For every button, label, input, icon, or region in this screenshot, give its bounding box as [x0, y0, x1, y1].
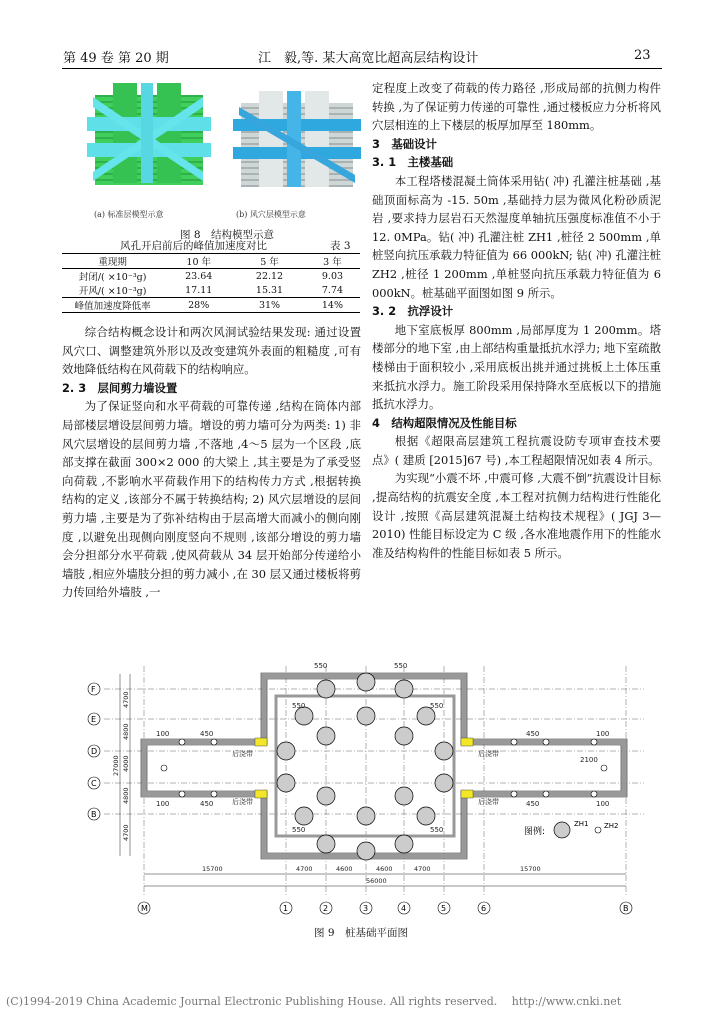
paragraph-performance: 为实现“小震不坏 ,中震可修 ,大震不倒”抗震设计目标 ,提高结构的抗震安全度 ,本工程对抗侧力结构进行性能化设计 ,按照《高层建筑混凝土结构技术规程》( JGJ 3—2010) 性能目标设定为 C 级 ,各水准地震作用下的性能水准及结构构件的性能目标如表 5 所示。 [372, 471, 661, 560]
figure8-sub-b: (b) 风穴层模型示意 [236, 210, 306, 219]
left-column [62, 323, 361, 602]
table3-cell: 28% [163, 298, 234, 313]
dim-label-450: 450 [200, 730, 214, 738]
section-2-3-heading: 2. 3 层间剪力墙设置 [62, 380, 178, 395]
table3-cell: 封闭/( ×10⁻³g) [78, 272, 147, 283]
col-axis-label: M [141, 904, 148, 913]
col-axis-label: 3 [363, 904, 369, 913]
bottom-dim: 15700 [520, 865, 541, 873]
dim-label-100: 100 [156, 800, 170, 808]
running-title: 江 毅,等. 某大高宽比超高层结构设计 [258, 51, 479, 66]
pile-legend [524, 820, 619, 838]
bottom-dim: 15700 [202, 865, 223, 873]
journal-volume: 第 49 卷 第 20 期 [63, 51, 169, 66]
table3-cell: 23.64 [185, 270, 213, 282]
col-axis-label: 6 [481, 904, 487, 913]
row-axis-label: F [91, 685, 96, 694]
paragraph-overlimit: 根据《超限高层建筑工程抗震设防专项审查技术要点》( 建质 [2015]67 号) ,本工程超限情况如表 4 所示。 [372, 434, 661, 467]
figure8-images [83, 77, 365, 202]
paragraph-shear-walls: 为了保证竖向和水平荷载的可靠传递 ,结构在筒体内部局部楼层增设层间剪力墙。增设的剪力墙可分为两类: 1) 非风穴层增设的层间剪力墙 ,不落地 ,4～5 层为一个区段 ,底部支撑在截面 300×2 000 的大梁上 ,其主要是为了承受竖向荷载 ,不影响水平荷载作用下的结构传力方式 ,根据转换结构的定义 ,该部分不属于转换结构; 2) 风穴层增设的层间剪力墙 ,主要是为了弥补结构由于层高增大而减小的侧向刚度 ,以避免出现侧向刚度竖向不规则 ,该部分增设的剪力墙会分担部分水平荷载 ,使风荷载从 34 层开始部分传递给小墙肢 ,相应外墙肢分担的剪力减小 ,在 30 层又通过楼板将剪力传回给外墙肢 ,一 [62, 399, 361, 600]
right-column [372, 79, 661, 562]
post-pour-label: 后浇带 [232, 750, 253, 758]
table3-cell: 14% [305, 298, 360, 313]
page-number: 23 [634, 48, 651, 63]
section-3-2-heading: 3. 2 抗浮设计 [372, 304, 454, 319]
structure-model-illustration [83, 77, 365, 202]
dim-label-550: 550 [394, 662, 408, 670]
section-3-1-heading: 3. 1 主楼基础 [372, 155, 454, 170]
paragraph-continued: 定程度上改变了荷载的传力路径 ,形成局部的抗侧力构件转换 ,为了保证剪力传递的可靠性 ,通过楼板应力分析将风穴层相连的上下楼层的板厚加厚至 180mm。 [372, 81, 661, 133]
dim-label-550: 550 [430, 702, 444, 710]
legend-zh1-label: ZH1 [574, 820, 589, 828]
dim-label-100: 100 [156, 730, 170, 738]
copyright-footer: (C)1994-2019 China Academic Journal Electronic Publishing House. All rights reserved. http://www.cnki.net [6, 995, 622, 1008]
table3-cell: 31% [234, 298, 305, 313]
bottom-dim: 4700 [296, 865, 313, 873]
row-axis-label: C [91, 779, 97, 788]
bottom-dim: 4600 [336, 865, 353, 873]
col-axis-label: B [623, 904, 629, 913]
dim-label-550: 550 [292, 702, 306, 710]
table3-cell: 7.74 [321, 284, 344, 296]
dim-label-450: 450 [526, 730, 540, 738]
table3 [62, 253, 360, 313]
bottom-dim: 4700 [414, 865, 431, 873]
table3-cell: 22.12 [255, 270, 284, 282]
section-3-heading: 3 基础设计 [372, 136, 437, 151]
table3-header-row [62, 254, 360, 269]
dim-label-2100: 2100 [580, 756, 598, 764]
dim-label-450: 450 [526, 800, 540, 808]
bottom-dim: 4600 [376, 865, 393, 873]
col-axis-label: 1 [283, 904, 289, 913]
total-width-dim: 56000 [366, 877, 387, 885]
section-4-heading: 4 结构超限情况及性能目标 [372, 415, 517, 430]
left-dim: 4800 [122, 723, 130, 740]
table3-title: 风孔开启前后的峰值加速度对比 [120, 240, 267, 252]
table3-label: 表 3 [330, 240, 351, 252]
post-pour-label: 后浇带 [478, 750, 499, 758]
dim-label-550: 550 [292, 826, 306, 834]
paragraph-anti-floating: 地下室底板厚 800mm ,局部厚度为 1 200mm。塔楼部分的地下室 ,由上部结构重量抵抗水浮力; 地下室疏散楼梯由于面积较小 ,采用底板出挑并通过挑板上土体压重来抵抗水浮力。施工阶段采用保持降水至底板以下的措施抵抗水浮力。 [372, 322, 661, 412]
pile-foundation-drawing [64, 656, 664, 918]
col-axis-label: 2 [323, 904, 329, 913]
table3-header-cell: 10 年 [163, 254, 234, 269]
figure8-sub-a: (a) 标准层模型示意 [94, 210, 164, 219]
figure8-caption: 图 8 结构模型示意 [180, 229, 275, 241]
table-row [62, 283, 360, 298]
row-axis-label: B [91, 810, 97, 819]
figure9-plan [64, 656, 664, 918]
legend-zh2-label: ZH2 [604, 822, 619, 830]
post-pour-label: 后浇带 [478, 798, 499, 806]
header-rule [62, 68, 662, 69]
legend-zh1-symbol [554, 822, 570, 838]
model-b-wind-hole-floor [233, 91, 361, 187]
dim-label-550: 550 [430, 826, 444, 834]
table3-cell: 15.31 [255, 284, 284, 296]
legend-zh2-symbol [595, 827, 601, 833]
col-axis-label: 4 [401, 904, 407, 913]
left-dim: 4000 [122, 755, 130, 772]
table3-cell: 开风/( ×10⁻³g) [78, 286, 147, 297]
table3-cell: 17.11 [185, 284, 213, 296]
table3-cell: 峰值加速度降低率 [62, 298, 163, 313]
left-dim: 4700 [122, 824, 130, 841]
table3-header-cell: 重现期 [62, 254, 163, 269]
table3-header-cell: 3 年 [305, 254, 360, 269]
post-pour-label: 后浇带 [232, 798, 253, 806]
col-axis-label: 5 [441, 904, 447, 913]
total-height-dim: 27000 [112, 755, 120, 776]
dim-label-100: 100 [596, 730, 610, 738]
dim-label-450: 450 [200, 800, 214, 808]
row-axis-label: D [91, 747, 98, 756]
table-row [62, 269, 360, 284]
paragraph-conclusion: 综合结构概念设计和两次风洞试验结果发现: 通过设置风穴口、调整建筑外形以及改变建筑外表面的粗糙度 ,可有效地降低结构在风荷载下的结构响应。 [62, 325, 361, 377]
table3-header-cell: 5 年 [234, 254, 305, 269]
row-axis-label: E [91, 715, 97, 724]
left-dim: 4800 [122, 787, 130, 804]
paragraph-foundation: 本工程塔楼混凝土筒体采用钻( 冲) 孔灌注桩基础 ,基础顶面标高为 -15. 50m ,基础持力层为微风化粉砂质泥岩 ,要求持力层岩石天然湿度单轴抗压强度标准值不小于 12. 0MPa。钻( 冲) 孔灌注桩 ZH1 ,桩径 2 500mm ,单桩竖向抗压承载力特征值为 66 000kN; 钻( 冲) 孔灌注桩 ZH2 ,桩径 1 200mm ,单桩竖向抗压承载力特征值为 6 000kN。桩基础平面图如图 9 所示。 [372, 173, 661, 300]
table3-cell: 9.03 [321, 270, 344, 282]
table-row [62, 298, 360, 313]
figure9-caption: 图 9 桩基础平面图 [314, 927, 409, 939]
legend-title: 图例: [524, 827, 546, 837]
left-dim: 4700 [122, 691, 130, 708]
model-a-standard-floor [87, 83, 211, 185]
dim-label-100: 100 [596, 800, 610, 808]
dim-label-550: 550 [314, 662, 328, 670]
